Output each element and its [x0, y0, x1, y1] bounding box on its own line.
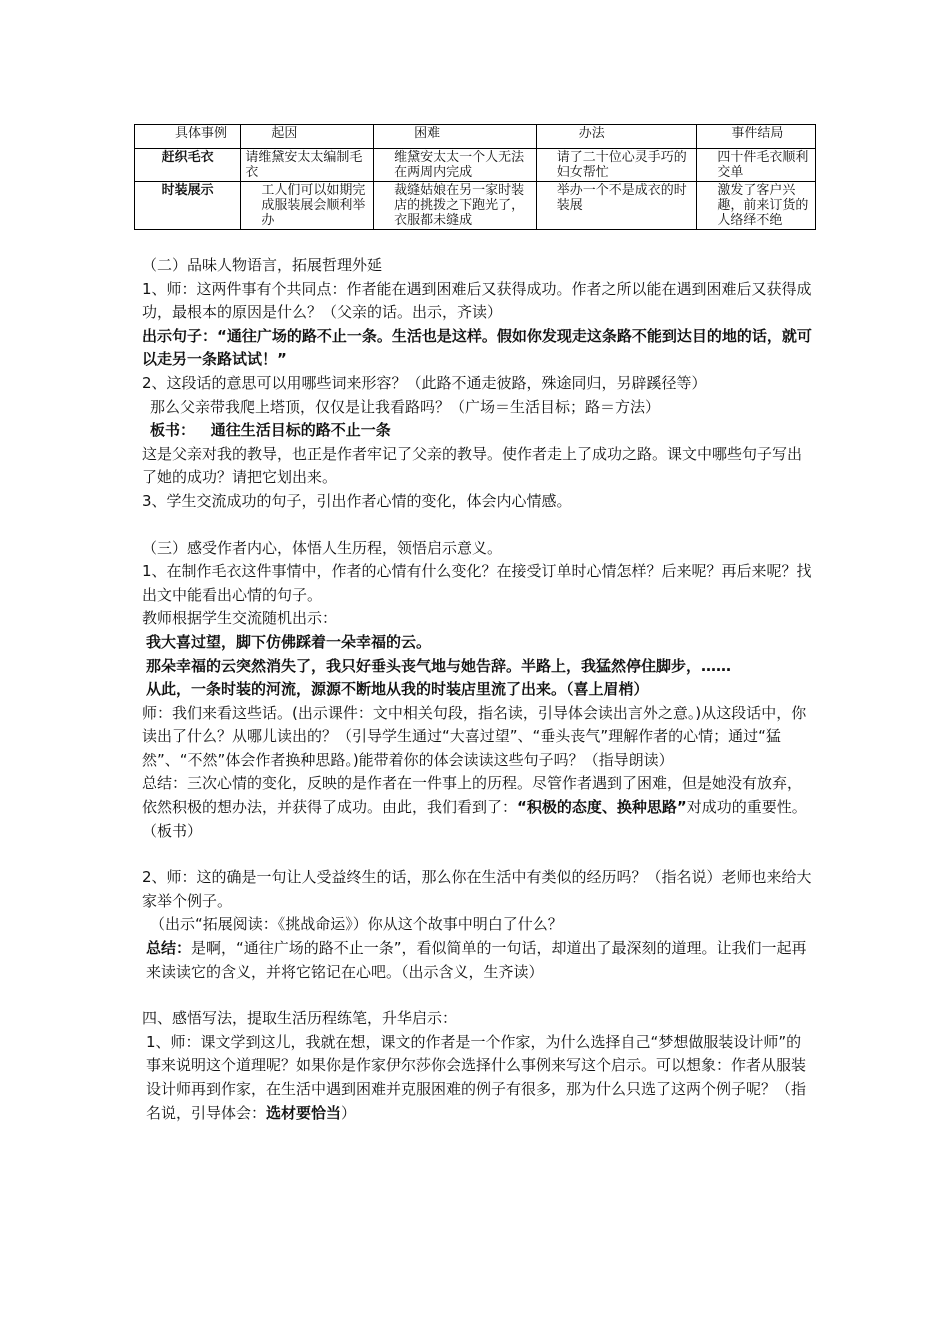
header-difficulty: 困难: [374, 125, 537, 149]
quote-sentence-2: 那朵幸福的云突然消失了，我只好垂头丧气地与她告辞。半路上，我猛然停住脚步，……: [146, 656, 732, 675]
section2-p5: 3、学生交流成功的句子，引出作者心情的变化，体会内心情感。: [142, 491, 572, 510]
row-label: 赶织毛衣: [135, 149, 241, 182]
section3-p2: 教师根据学生交流随机出示：: [142, 609, 338, 628]
cell-result: 激发了客户兴趣，前来订货的人络绎不绝: [697, 182, 816, 230]
section4-p1-text: 1、师：课文学到这儿，我就在想，课文的作者是一个作家，为什么选择自己“梦想做服装设计师”的事来说明这个道理呢？如果你是作家伊尔莎你会选择什么事例来写这个启示。可以想象：作者从服装设计师再到作家，在生活中遇到困难并克服困难的例子有很多，那为什么只选了这两个例子呢？（指名说，引导体会：: [146, 1032, 807, 1122]
section2-quote: 出示句子：“通往广场的路不止一条。生活也是这样。假如你发现走这条路不能到达目的地的话，就可以走另一条路试试！”: [142, 326, 812, 369]
section2-heading: （二）品味人物语言，拓展哲理外延: [142, 256, 383, 274]
cell-method: 请了二十位心灵手巧的妇女帮忙: [536, 149, 697, 182]
section2-p1: 1、师：这两件事有个共同点：作者能在遇到困难后又获得成功。作者之所以能在遇到困难后又获得成功，最根本的原因是什么？（父亲的话。出示，齐读）: [142, 279, 812, 322]
quote-sentence-1: 我大喜过望，脚下仿佛踩着一朵幸福的云。: [146, 632, 432, 651]
header-method: 办法: [536, 125, 697, 149]
lesson-body: [142, 254, 812, 1125]
section4-p1-end: ）: [341, 1103, 357, 1122]
header-cause: 起因: [241, 125, 374, 149]
summary-pre: 总结：三次心情的变化，反映的是作者在一件事上的历程。尽管作者遇到了困难，但是她没有放弃，依然积极的想办法，并获得了成功。由此，我们看到了：: [142, 774, 803, 817]
header-result: 事件结局: [697, 125, 816, 149]
cell-difficulty: 维黛安太太一个人无法在两周内完成: [374, 149, 537, 182]
section3-p4: 2、师：这的确是一句让人受益终生的话，那么你在生活中有类似的经历吗？（指名说）老师也来给大家举个例子。: [142, 868, 812, 910]
quote-sentence-3: 从此，一条时装的河流，源源不断地从我的时装店里流了出来。（喜上眉梢）: [146, 680, 649, 699]
board-text: 通往生活目标的路不止一条: [210, 421, 391, 440]
cell-cause: 请维黛安太太编制毛衣: [241, 149, 374, 182]
section2-p2: 2、这段话的意思可以用哪些词来形容？（此路不通走彼路，殊途同归，另辟蹊径等）: [142, 373, 707, 392]
board-note: [142, 419, 812, 443]
section3-summary: [142, 772, 812, 843]
cell-cause: 工人们可以如期完成服装展会顺利举办: [241, 182, 374, 230]
summary-post: 对成功的重要性。（板书）: [142, 798, 807, 840]
section3-p3: 师：我们来看这些话。(出示课件：文中相关句段，指名读，引导体会读出言外之意。)从这段话中，你读出了什么？从哪儿读出的？（引导学生通过“大喜过望”、“垂头丧气”理解作者的心情；通过“猛然”、“不然”体会作者换种思路。)能带着你的体会读读这些句子吗？（指导朗读）: [142, 703, 807, 769]
section4-heading: 四、感悟写法，提取生活历程练笔，升华启示：: [142, 1009, 458, 1028]
summary2-label: 总结：: [146, 939, 192, 958]
section4-p1: [142, 1031, 812, 1125]
table-header-row: [135, 125, 816, 149]
summary-bold: “积极的态度、换种思路”: [517, 798, 687, 817]
summary2-text: 是啊，“通往广场的路不止一条”，看似简单的一句话，却道出了最深刻的道理。让我们一起再来读读它的含义，并将它铭记在心吧。（出示含义，生齐读）: [146, 939, 807, 981]
section4-p1-bold: 选材要恰当: [266, 1103, 342, 1122]
cell-method: 举办一个不是成衣的时装展: [536, 182, 697, 230]
cell-difficulty: 裁缝姑娘在另一家时装店的挑拨之下跑光了，衣服都未缝成: [374, 182, 537, 230]
section3-summary2: [142, 937, 812, 984]
cell-result: 四十件毛衣顺利交单: [697, 149, 816, 182]
header-example: 具体事例: [135, 125, 241, 149]
row-label: 时装展示: [135, 182, 241, 230]
table-row: [135, 182, 816, 230]
events-table: [134, 124, 816, 230]
board-label: 板书：: [150, 421, 196, 440]
table-row: [135, 149, 816, 182]
section3-p1: 1、在制作毛衣这件事情中，作者的心情有什么变化？在接受订单时心情怎样？后来呢？再后来呢？找出文中能看出心情的句子。: [142, 562, 812, 604]
section3-p5: （出示“拓展阅读：《挑战命运》）你从这个故事中明白了什么？: [150, 915, 563, 934]
section3-heading: （三）感受作者内心，体悟人生历程，领悟启示意义。: [142, 538, 503, 557]
section2-p3: 那么父亲带我爬上塔顶，仅仅是让我看路吗？（广场＝生活目标；路＝方法）: [150, 397, 661, 416]
section2-p4: 这是父亲对我的教导，也正是作者牢记了父亲的教导。使作者走上了成功之路。课文中哪些句子写出了她的成功？请把它划出来。: [142, 444, 803, 487]
